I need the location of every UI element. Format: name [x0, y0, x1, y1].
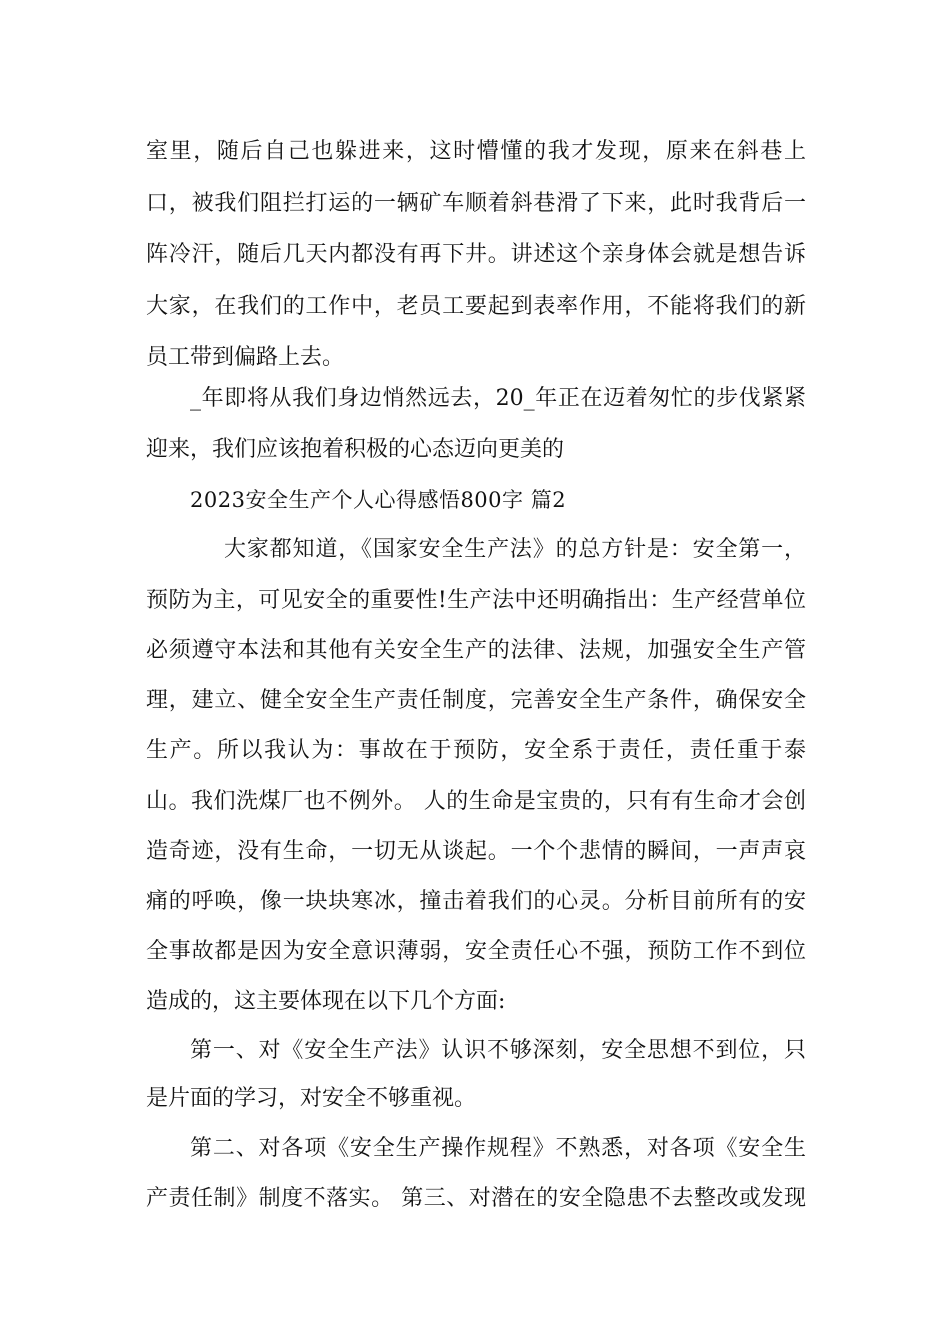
body-text-line: 大家，在我们的工作中，老员工要起到表率作用，不能将我们的新: [146, 294, 806, 319]
body-text-line: 员工带到偏路上去。: [146, 345, 345, 370]
body-text-line: 痛的呼唤，像一块块寒冰，撞击着我们的心灵。分析目前所有的安: [146, 889, 806, 914]
body-text-line: 产责任制》制度不落实。 第三、对潜在的安全隐患不去整改或发现: [146, 1186, 806, 1211]
body-text-line: 室里，随后自己也躲进来，这时懵懂的我才发现，原来在斜巷上: [146, 139, 806, 164]
body-text-line: 预防为主，可见安全的重要性!生产法中还明确指出：生产经营单位: [146, 588, 806, 613]
body-text-line: 口，被我们阻拦打运的一辆矿车顺着斜巷滑了下来，此时我背后一: [146, 191, 806, 216]
body-text-line: 造成的，这主要体现在以下几个方面:: [146, 989, 506, 1014]
body-text-line: 第二、对各项《安全生产操作规程》不熟悉，对各项《安全生: [190, 1136, 806, 1161]
body-text-line: 全事故都是因为安全意识薄弱，安全责任心不强，预防工作不到位: [146, 939, 806, 964]
body-text-line: _年即将从我们身边悄然远去，20_年正在迈着匆忙的步伐紧紧: [190, 386, 806, 411]
body-text-line: 理，建立、健全安全生产责任制度，完善安全生产条件，确保安全: [146, 688, 806, 713]
body-text-line: 第一、对《安全生产法》认识不够深刻，安全思想不到位，只: [190, 1038, 806, 1063]
body-text-line: 是片面的学习，对安全不够重视。: [146, 1086, 477, 1111]
section-heading: 2023安全生产个人心得感悟800字 篇2: [190, 488, 567, 512]
body-text-line: 必须遵守本法和其他有关安全生产的法律、法规，加强安全生产管: [146, 638, 806, 663]
body-text-line: 生产。所以我认为：事故在于预防，安全系于责任，责任重于泰: [146, 738, 806, 763]
body-text-line: 造奇迹，没有生命，一切无从谈起。一个个悲情的瞬间，一声声哀: [146, 839, 806, 864]
body-text-line: 迎来，我们应该抱着积极的心态迈向更美的: [146, 437, 565, 462]
body-text-line: 阵冷汗，随后几天内都没有再下井。讲述这个亲身体会就是想告诉: [146, 242, 806, 267]
body-text-line: 大家都知道，《国家安全生产法》的总方针是：安全第一，: [224, 537, 806, 562]
body-text-line: 山。我们洗煤厂也不例外。 人的生命是宝贵的，只有有生命才会创: [146, 789, 806, 814]
